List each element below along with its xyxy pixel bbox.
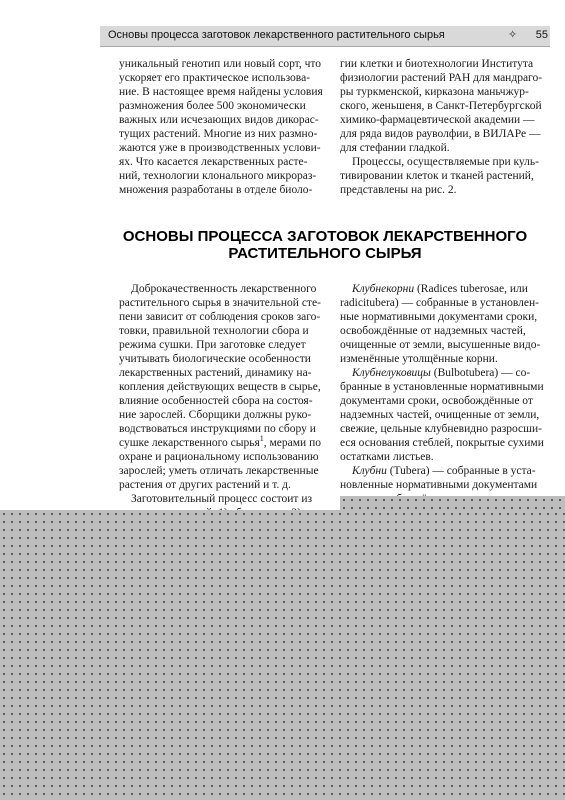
text-line: растительного сырья в значительной сте- bbox=[119, 297, 321, 309]
footnote-marker: 1 bbox=[259, 434, 264, 444]
dotted-mask-overlay bbox=[340, 496, 565, 510]
section-heading-line: РАСТИТЕЛЬНОГО СЫРЬЯ bbox=[228, 245, 422, 262]
text-fragment: (Radices tuberosae, или bbox=[414, 283, 528, 295]
text-line: товки, правильной технологии сбора и bbox=[119, 325, 309, 337]
text-line: Доброкачественность лекарственного bbox=[131, 283, 317, 295]
text-line: остатками листьев. bbox=[340, 451, 434, 463]
text-line: новленные нормативными документами bbox=[340, 479, 538, 491]
text-line: документами сроки, освобождённые от bbox=[340, 395, 533, 407]
text-line: химико-фармацевтической академии — bbox=[340, 114, 535, 126]
text-fragment: (Bulbotubera) — со- bbox=[430, 367, 531, 379]
section-heading-line: ОСНОВЫ ПРОЦЕССА ЗАГОТОВОК ЛЕКАРСТВЕННОГО bbox=[122, 228, 528, 245]
text-line: изменённые утолщённые корни. bbox=[340, 353, 498, 365]
definition-line bbox=[340, 282, 550, 296]
text-line: растения от других растений и т. д. bbox=[119, 479, 291, 491]
text-line: ры туркменской, кирказона маньчжур- bbox=[340, 86, 529, 98]
text-line: очищенные от земли, высушенные видо- bbox=[340, 339, 541, 351]
text-line: множения разработаны в отделе биоло- bbox=[119, 184, 313, 196]
text-line: представлены на рис. 2. bbox=[340, 184, 457, 196]
definition-line bbox=[340, 464, 550, 478]
text-line: Процессы, осуществляемые при куль- bbox=[352, 156, 539, 168]
text-line: копления действующих веществ в сырье, bbox=[119, 381, 321, 393]
text-line-with-footnote bbox=[119, 436, 324, 450]
text-line: ускоряет его практическое использова- bbox=[119, 72, 311, 84]
page-number: 55 bbox=[535, 29, 548, 41]
text-line: ние. В настоящее время найдены условия bbox=[119, 86, 323, 98]
text-line: охране и рациональному использованию bbox=[119, 451, 319, 463]
text-line: еся основания стеблей, покрытые сухими bbox=[340, 437, 544, 449]
text-line: освобождённые от надземных частей, bbox=[340, 325, 526, 337]
text-line: ние зарослей. Сборщики должны руко- bbox=[119, 409, 312, 421]
text-fragment: (Tubera) — собранные в уста- bbox=[386, 465, 536, 477]
running-header bbox=[100, 26, 550, 47]
dotted-mask-overlay bbox=[0, 510, 565, 800]
running-header-title: Основы процесса заготовок лекарственного растительного сырья bbox=[108, 29, 445, 41]
text-line: для ряда видов рауволфии, в ВИЛАРе — bbox=[340, 128, 541, 140]
text-line: водствоваться инструкциями по сбору и bbox=[119, 423, 316, 435]
text-line: режима сушки. При заготовке следует bbox=[119, 339, 306, 351]
text-line: пени зависит от соблюдения сроков заго- bbox=[119, 311, 321, 323]
text-line: ях. Что касается лекарственных расте- bbox=[119, 156, 308, 168]
bottom-left-column bbox=[119, 282, 324, 534]
diamond-ornament-icon: ✧ bbox=[508, 29, 518, 41]
text-line: бранные в установленные нормативными bbox=[340, 381, 544, 393]
text-line: гии клетки и биотехнологии Института bbox=[340, 58, 534, 70]
text-line: уникальный генотип или новый сорт, что bbox=[119, 58, 321, 70]
defined-term: Клубни bbox=[352, 465, 387, 477]
text-line: Заготовительный процесс состоит из bbox=[131, 493, 313, 505]
text-fragment: сушке лекарственного сырья bbox=[119, 437, 260, 449]
text-line: тущих растений. Многие из них размно- bbox=[119, 128, 318, 140]
text-line: лекарственных растений, динамику на- bbox=[119, 367, 312, 379]
text-line: ные нормативными документами сроки, bbox=[340, 311, 538, 323]
text-line: влияние особенностей сбора на состоя- bbox=[119, 395, 313, 407]
text-line: важных или исчезающих видов дикорас- bbox=[119, 114, 319, 126]
text-line: учитывать биологические особенности bbox=[119, 353, 311, 365]
text-line: жаются уже в производственных услови- bbox=[119, 142, 321, 154]
text-line: radicitubera) — собранные в установлен- bbox=[340, 297, 540, 309]
section-heading bbox=[100, 228, 550, 262]
definition-line bbox=[340, 366, 550, 380]
text-line: свежие, цельные клубневидно разросши- bbox=[340, 423, 543, 435]
text-line: физиологии растений РАН для мандраго- bbox=[340, 72, 543, 84]
text-line: ний, технологии клонального микрораз- bbox=[119, 170, 317, 182]
defined-term: Клубнекорни bbox=[352, 283, 415, 295]
text-line: для стефании гладкой. bbox=[340, 142, 450, 154]
text-line: тивировании клеток и тканей растений, bbox=[340, 170, 534, 182]
top-left-column bbox=[119, 57, 324, 197]
defined-term: Клубнелуковицы bbox=[352, 367, 431, 379]
text-line: надземных частей, очищенные от земли, bbox=[340, 409, 540, 421]
text-line: ского, женьшеня, в Санкт-Петербургской bbox=[340, 100, 542, 112]
top-right-column bbox=[340, 57, 550, 197]
text-line: размножения более 500 экономически bbox=[119, 100, 306, 112]
text-line: зарослей; уметь отличать лекарственные bbox=[119, 465, 319, 477]
text-fragment: , мерами по bbox=[263, 437, 321, 449]
